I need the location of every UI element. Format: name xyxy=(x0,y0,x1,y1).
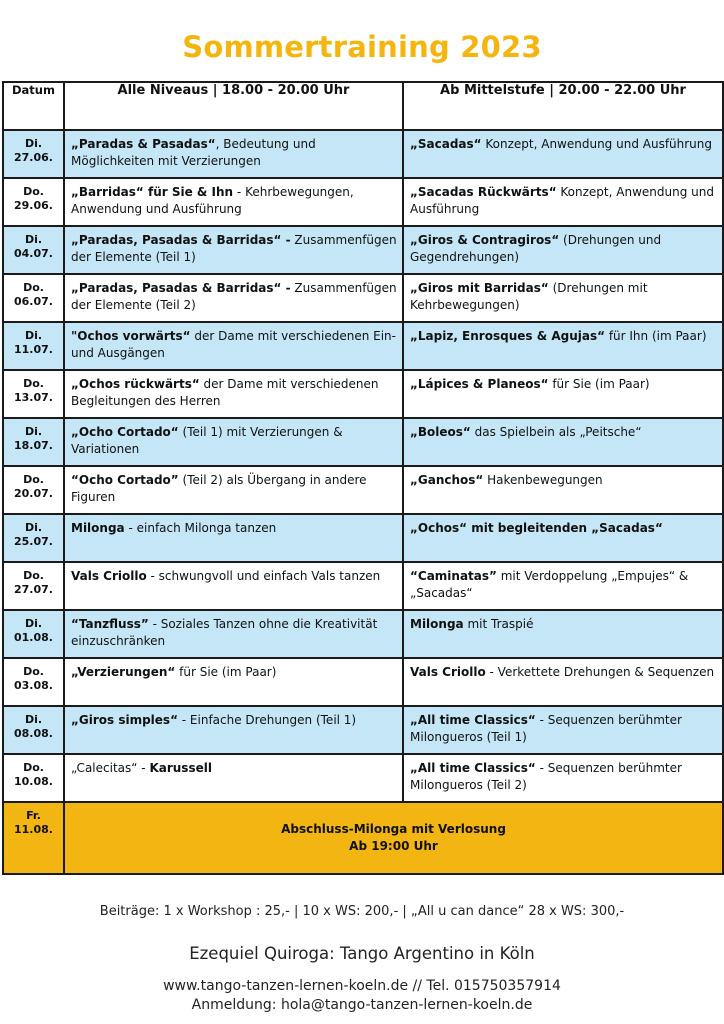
table-row xyxy=(3,562,723,610)
all-levels-cell-description: „Calecitas“ - xyxy=(71,761,150,775)
all-levels-cell xyxy=(64,658,403,706)
row-day: Do. xyxy=(23,665,44,678)
all-levels-cell-topic: “Tanzfluss” xyxy=(71,617,149,631)
all-levels-cell-topic: „Ochos rückwärts“ xyxy=(71,377,200,391)
row-day: Di. xyxy=(24,425,43,438)
row-day: Di. xyxy=(24,521,43,534)
table-row xyxy=(3,706,723,754)
row-date-value: 27.06. xyxy=(14,151,53,164)
table-row xyxy=(3,322,723,370)
header-intermediate: Ab Mittelstufe | 20.00 - 22.00 Uhr xyxy=(403,82,723,130)
intermediate-cell-topic: „Lápices & Planeos“ xyxy=(410,377,549,391)
intermediate-cell-topic: Milonga xyxy=(410,617,464,631)
intermediate-cell-description: mit Verdoppelung „Empujes“ & „Sacadas“ xyxy=(410,569,689,600)
intermediate-cell-topic: „Ganchos“ xyxy=(410,473,484,487)
final-date xyxy=(3,802,64,874)
all-levels-cell-topic: „Barridas“ für Sie & Ihn xyxy=(71,185,234,199)
table-row xyxy=(3,178,723,226)
row-date xyxy=(3,418,64,466)
final-event-time: Ab 19:00 Uhr xyxy=(349,839,438,853)
row-day: Di. xyxy=(24,233,43,246)
all-levels-cell-topic: “Ocho Cortado” xyxy=(71,473,179,487)
row-day: Di. xyxy=(24,137,43,150)
intermediate-cell-description: (Drehungen mit Kehrbewegungen) xyxy=(410,281,648,312)
intermediate-cell-description: mit Traspié xyxy=(463,617,534,631)
intermediate-cell-topic: „All time Classics“ xyxy=(410,761,536,775)
all-levels-cell-topic-tail: Karussell xyxy=(149,761,212,775)
all-levels-cell-description: - schwungvoll und einfach Vals tanzen xyxy=(146,569,381,583)
organizer-text: Ezequiel Quiroga: Tango Argentino in Köln xyxy=(189,944,535,963)
intermediate-cell-topic: „Giros mit Barridas“ xyxy=(410,281,549,295)
table-row xyxy=(3,610,723,658)
row-date xyxy=(3,274,64,322)
intermediate-cell-description: Konzept, Anwendung und Ausführung xyxy=(410,185,714,216)
final-event xyxy=(64,802,723,874)
row-day: Do. xyxy=(23,569,44,582)
page-title: Sommertraining 2023 xyxy=(182,30,542,64)
all-levels-cell-topic: "Ochos vorwärts“ xyxy=(71,329,191,343)
row-day: Do. xyxy=(23,377,44,390)
row-date xyxy=(3,370,64,418)
all-levels-cell xyxy=(64,706,403,754)
row-date-value: 29.06. xyxy=(14,199,53,212)
all-levels-cell xyxy=(64,226,403,274)
row-date-value: 01.08. xyxy=(14,631,53,644)
row-day: Do. xyxy=(23,761,44,774)
final-date-value: 11.08. xyxy=(14,823,53,836)
row-date xyxy=(3,658,64,706)
all-levels-cell-topic: „Paradas, Pasadas & Barridas“ - xyxy=(71,281,291,295)
all-levels-cell-description: (Teil 2) als Übergang in andere Figuren xyxy=(71,473,367,504)
all-levels-cell-topic: „Paradas & Pasadas“ xyxy=(71,137,216,151)
all-levels-cell xyxy=(64,754,403,802)
intermediate-cell xyxy=(403,274,723,322)
row-day: Di. xyxy=(24,329,43,342)
row-date xyxy=(3,706,64,754)
row-date-value: 10.08. xyxy=(14,775,53,788)
all-levels-cell-description: Zusammenfügen der Elemente (Teil 1) xyxy=(71,233,397,264)
intermediate-cell-topic: “Caminatas” xyxy=(410,569,497,583)
row-date xyxy=(3,562,64,610)
all-levels-cell xyxy=(64,130,403,178)
intermediate-cell xyxy=(403,610,723,658)
table-row xyxy=(3,418,723,466)
table-row xyxy=(3,514,723,562)
all-levels-cell xyxy=(64,178,403,226)
intermediate-cell xyxy=(403,226,723,274)
intermediate-cell-description: (Drehungen und Gegendrehungen) xyxy=(410,233,662,264)
intermediate-cell-description: für Sie (im Paar) xyxy=(548,377,650,391)
intermediate-cell-description: für Ihn (im Paar) xyxy=(605,329,707,343)
intermediate-cell-description: - Sequenzen berühmter Milongueros (Teil 1) xyxy=(410,713,682,744)
intermediate-cell xyxy=(403,178,723,226)
intermediate-cell xyxy=(403,418,723,466)
all-levels-cell-topic: „Ocho Cortado“ xyxy=(71,425,179,439)
row-date-value: 25.07. xyxy=(14,535,53,548)
all-levels-cell xyxy=(64,466,403,514)
all-levels-cell-topic: Vals Criollo xyxy=(71,569,147,583)
intermediate-cell-topic: „All time Classics“ xyxy=(410,713,536,727)
all-levels-cell-description: (Teil 1) mit Verzierungen & Variationen xyxy=(71,425,343,456)
all-levels-cell xyxy=(64,370,403,418)
header-date: Datum xyxy=(3,82,64,130)
row-date-value: 08.08. xyxy=(14,727,53,740)
all-levels-cell xyxy=(64,418,403,466)
table-row xyxy=(3,226,723,274)
row-date xyxy=(3,226,64,274)
intermediate-cell xyxy=(403,658,723,706)
fees-text: Beiträge: 1 x Workshop : 25,- | 10 x WS: 200,- | „All u can dance“ 28 x WS: 300,- xyxy=(99,904,625,919)
all-levels-cell-description: - Einfache Drehungen (Teil 1) xyxy=(177,713,357,727)
all-levels-cell xyxy=(64,274,403,322)
intermediate-cell-topic: „Sacadas“ xyxy=(410,137,482,151)
row-date-value: 27.07. xyxy=(14,583,53,596)
row-date-value: 04.07. xyxy=(14,247,53,260)
intermediate-cell xyxy=(403,706,723,754)
intermediate-cell-topic: „Boleos“ xyxy=(410,425,471,439)
intermediate-cell xyxy=(403,754,723,802)
row-date-value: 03.08. xyxy=(14,679,53,692)
contact-block xyxy=(0,977,724,1015)
intermediate-cell xyxy=(403,370,723,418)
intermediate-cell-description: - Sequenzen berühmter Milongueros (Teil 2) xyxy=(410,761,682,792)
row-date xyxy=(3,754,64,802)
all-levels-cell-description: , Bedeutung und Möglichkeiten mit Verzierungen xyxy=(71,137,316,168)
all-levels-cell-description: - Soziales Tanzen ohne die Kreativität einzuschränken xyxy=(71,617,378,648)
row-date xyxy=(3,610,64,658)
intermediate-cell-description: Konzept, Anwendung und Ausführung xyxy=(481,137,713,151)
final-day: Fr. xyxy=(26,809,41,822)
row-date xyxy=(3,466,64,514)
intermediate-cell-topic: „Lapiz, Enrosques & Agujas“ xyxy=(410,329,605,343)
row-date xyxy=(3,130,64,178)
row-day: Do. xyxy=(23,185,44,198)
row-day: Do. xyxy=(23,473,44,486)
intermediate-cell xyxy=(403,130,723,178)
all-levels-cell-topic: „Paradas, Pasadas & Barridas“ - xyxy=(71,233,291,247)
header-all-levels: Alle Niveaus | 18.00 - 20.00 Uhr xyxy=(64,82,403,130)
row-day: Do. xyxy=(23,281,44,294)
row-date-value: 18.07. xyxy=(14,439,53,452)
table-row xyxy=(3,466,723,514)
all-levels-cell-topic: Milonga xyxy=(71,521,125,535)
all-levels-cell-description: der Dame mit verschiedenen Ein- und Ausgängen xyxy=(71,329,396,360)
table-row xyxy=(3,370,723,418)
row-date xyxy=(3,322,64,370)
all-levels-cell xyxy=(64,610,403,658)
row-day: Di. xyxy=(24,713,43,726)
contact-web-phone: www.tango-tanzen-lernen-koeln.de // Tel. 015750357914 xyxy=(163,978,561,994)
table-row xyxy=(3,274,723,322)
intermediate-cell xyxy=(403,562,723,610)
all-levels-cell xyxy=(64,322,403,370)
intermediate-cell-topic: „Ochos“ mit begleitenden „Sacadas“ xyxy=(410,521,663,535)
all-levels-cell-topic: „Verzierungen“ xyxy=(71,665,176,679)
table-header-row xyxy=(3,82,723,130)
intermediate-cell xyxy=(403,466,723,514)
table-row xyxy=(3,130,723,178)
row-date-value: 20.07. xyxy=(14,487,53,500)
intermediate-cell-topic: „Sacadas Rückwärts“ xyxy=(410,185,557,199)
intermediate-cell-topic: „Giros & Contragiros“ xyxy=(410,233,560,247)
all-levels-cell-description: der Dame mit verschiedenen Begleitungen des Herren xyxy=(71,377,379,408)
final-row xyxy=(3,802,723,874)
contact-registration: Anmeldung: hola@tango-tanzen-lernen-koeln.de xyxy=(191,997,533,1013)
all-levels-cell-description: für Sie (im Paar) xyxy=(175,665,277,679)
intermediate-cell-description: - Verkettete Drehungen & Sequenzen xyxy=(485,665,715,679)
intermediate-cell xyxy=(403,322,723,370)
all-levels-cell-description: - Kehrbewegungen, Anwendung und Ausführung xyxy=(71,185,354,216)
row-date-value: 13.07. xyxy=(14,391,53,404)
intermediate-cell-description: das Spielbein als „Peitsche“ xyxy=(470,425,642,439)
final-event-title: Abschluss-Milonga mit Verlosung xyxy=(281,822,506,836)
intermediate-cell-topic: Vals Criollo xyxy=(410,665,486,679)
table-row xyxy=(3,658,723,706)
table-row xyxy=(3,754,723,802)
row-day: Di. xyxy=(24,617,43,630)
intermediate-cell-description: Hakenbewegungen xyxy=(483,473,603,487)
all-levels-cell-description: Zusammenfügen der Elemente (Teil 2) xyxy=(71,281,397,312)
row-date-value: 06.07. xyxy=(14,295,53,308)
all-levels-cell-description: - einfach Milonga tanzen xyxy=(124,521,277,535)
all-levels-cell xyxy=(64,514,403,562)
all-levels-cell xyxy=(64,562,403,610)
schedule-table xyxy=(2,81,724,875)
row-date xyxy=(3,178,64,226)
all-levels-cell-topic: „Giros simples“ xyxy=(71,713,178,727)
intermediate-cell xyxy=(403,514,723,562)
row-date-value: 11.07. xyxy=(14,343,53,356)
row-date xyxy=(3,514,64,562)
